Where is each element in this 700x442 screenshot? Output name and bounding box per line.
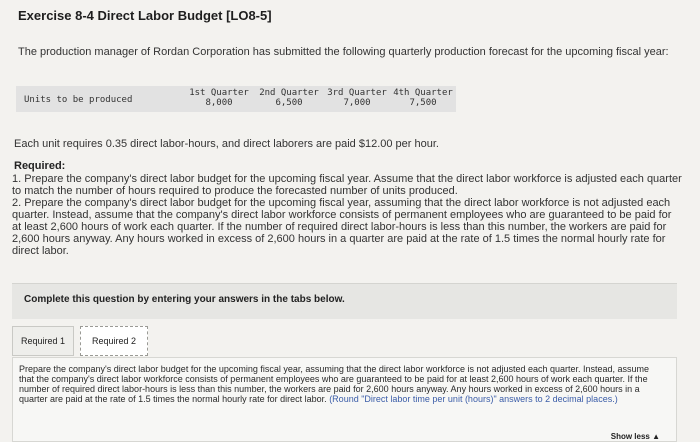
answer-instructions: Prepare the company's direct labor budget for the upcoming fiscal year, assuming that the direct labor workforce is not adjusted each quarter. Instead, assume that the company's direct labor workforce consists of permanent employees who are guaranteed to be paid for at least 2,600 hours of work each quarter. If the number of required direct labor-hours is less than this number, the workers are paid for 2,600 hours anyway. Any hours worked in excess of 2,600 hours in a quarter are paid at the rate of 1.5 times the normal hourly rate for direct labor.: [19, 364, 650, 404]
quarter-2-label: 2nd Quarter: [259, 88, 319, 98]
answer-panel: [12, 357, 677, 442]
quarter-1-value: 8,000: [205, 98, 233, 108]
quarter-1-label: 1st Quarter: [189, 88, 249, 98]
quarter-3-value: 7,000: [343, 98, 371, 108]
quarter-4-value: 7,500: [409, 98, 437, 108]
production-forecast-table: [16, 86, 456, 112]
quarter-3-column: [322, 88, 392, 108]
instruction-bar: [12, 283, 677, 319]
tab-required-1[interactable]: Required 1: [12, 326, 74, 356]
required-list: [12, 173, 682, 257]
answer-panel-text: [19, 364, 659, 404]
quarter-1-column: [184, 88, 254, 108]
rounding-hint: (Round "Direct labor time per unit (hours)" answers to 2 decimal places.): [329, 394, 618, 404]
required-item-1: 1. Prepare the company's direct labor budget for the upcoming fiscal year. Assume that the direct labor workforce is adjusted each quarter to match the number of hours required to produce the forecasted number of units produced.: [12, 173, 682, 197]
intro-text: The production manager of Rordan Corporation has submitted the following quarterly production forecast for the upcoming fiscal year:: [18, 46, 669, 58]
quarter-2-column: [254, 88, 324, 108]
units-row-label: Units to be produced: [24, 95, 133, 105]
unit-requirement-note: Each unit requires 0.35 direct labor-hours, and direct laborers are paid $12.00 per hour.: [14, 138, 439, 150]
tab-required-2[interactable]: Required 2: [80, 326, 148, 356]
show-less-button[interactable]: Show less ▲: [610, 432, 660, 441]
quarter-4-column: [388, 88, 458, 108]
exercise-title: Exercise 8-4 Direct Labor Budget [LO8-5]: [18, 8, 272, 23]
quarter-4-label: 4th Quarter: [393, 88, 453, 98]
required-heading: Required:: [14, 160, 66, 172]
quarter-3-label: 3rd Quarter: [327, 88, 387, 98]
required-item-2: 2. Prepare the company's direct labor budget for the upcoming fiscal year, assuming that the direct labor workforce is not adjusted each quarter. Instead, assume that the company's direct labor workforce consists of permanent employees who are guaranteed to be paid for at least 2,600 hours of work each quarter. If the number of required direct labor-hours is less than this number, the workers are paid for 2,600 hours anyway. Any hours worked in excess of 2,600 hours in a quarter are paid at the rate of 1.5 times the normal hourly rate for direct labor.: [12, 197, 672, 257]
quarter-2-value: 6,500: [275, 98, 303, 108]
instruction-text: Complete this question by entering your answers in the tabs below.: [24, 294, 345, 305]
